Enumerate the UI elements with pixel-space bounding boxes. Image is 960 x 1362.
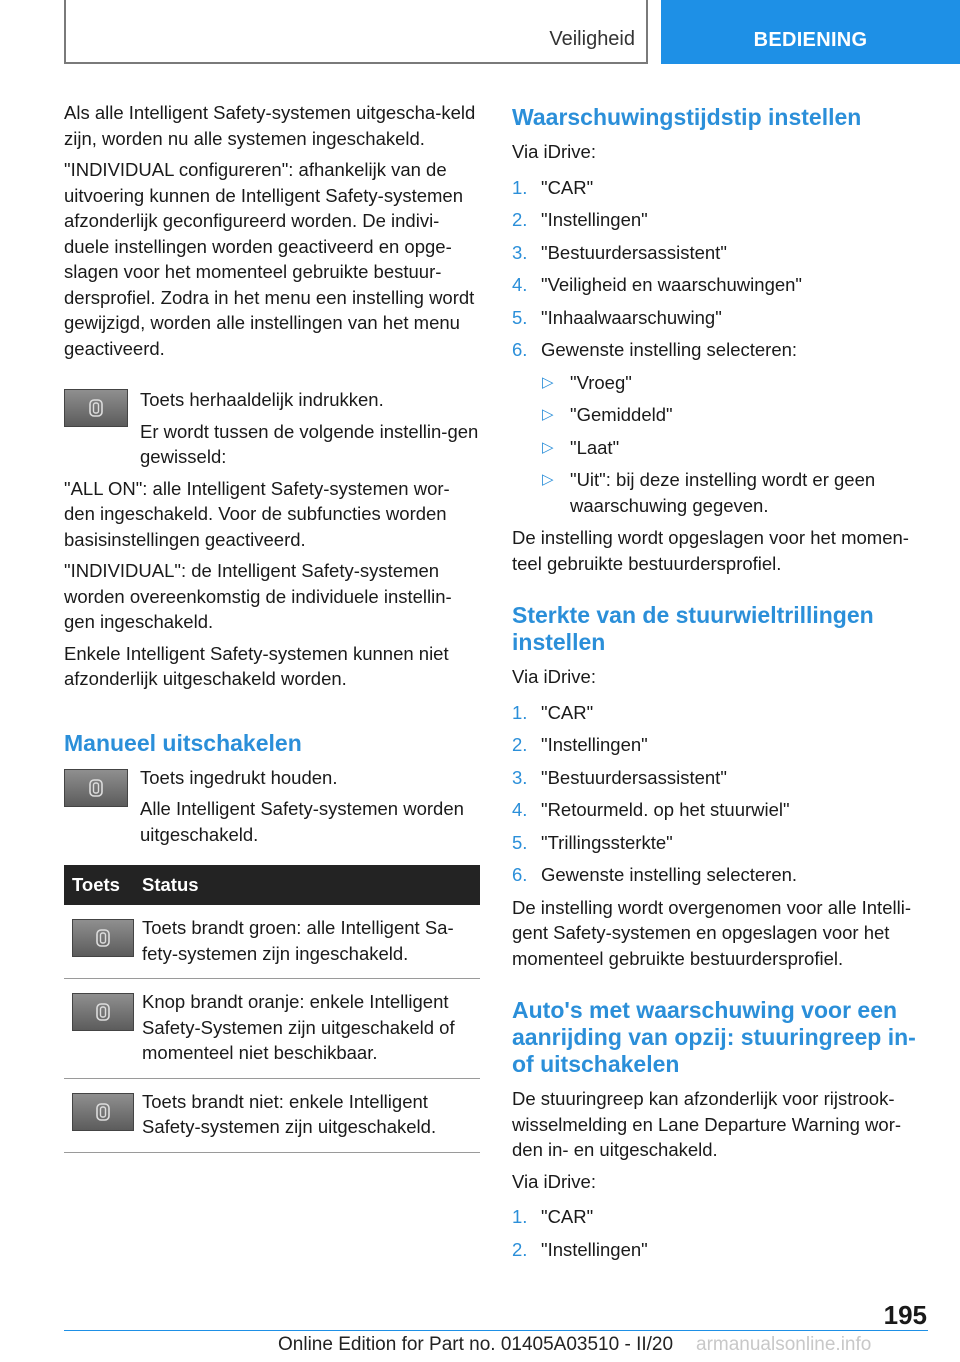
safety-button-icon — [64, 769, 128, 807]
section-heading: Manueel uitschakelen — [64, 729, 302, 756]
table-row — [64, 1078, 480, 1152]
status-text: Toets brandt groen: alle Intelligent Sa-fety-systemen zijn ingeschakeld. — [134, 905, 480, 979]
status-text: Toets brandt niet: enkele Intelligent Safety-systemen zijn uitgeschakeld. — [134, 1078, 480, 1152]
paragraph: De instelling wordt opgeslagen voor het momen-teel gebruikte bestuurdersprofiel. — [512, 527, 909, 574]
list-item: 6. Gewenste instelling selecteren. — [512, 864, 798, 885]
list-item: 1. "CAR" — [512, 1206, 594, 1227]
triangle-bullet-icon: ▷ — [542, 373, 554, 391]
button-instruction — [64, 765, 480, 848]
list-item: 4. "Retourmeld. op het stuurwiel" — [512, 799, 790, 820]
list-item: 1. "CAR" — [512, 176, 594, 198]
left-column — [64, 100, 480, 1153]
instruction-text: Alle Intelligent Safety-systemen worden uitgeschakeld. — [140, 798, 464, 845]
section-heading: Waarschuwingstijdstip instellen — [512, 104, 862, 130]
paragraph: "ALL ON": alle Intelligent Safety-systemen wor-den ingeschakeld. Voor de subfuncties worden basisinstellingen geactiveerd. — [64, 477, 450, 550]
column-header: Status — [134, 865, 480, 905]
safety-button-icon — [72, 1093, 134, 1131]
watermark: armanualsonline.info — [696, 1334, 872, 1355]
list-item: 1. "CAR" — [512, 701, 594, 723]
instruction-text: Er wordt tussen de volgende instellin-gen gewisseld: — [140, 420, 479, 467]
triangle-bullet-icon: ▷ — [542, 471, 554, 488]
list-item: ▷ "Uit": bij deze instelling wordt er geen waarschuwing gegeven. — [542, 469, 876, 516]
list-item: ▷ "Vroeg" — [512, 370, 928, 396]
list-item: 5. "Trillingssterkte" — [512, 831, 673, 853]
list-item: 3. "Bestuurdersassistent" — [512, 241, 727, 263]
column-header: Toets — [64, 865, 134, 905]
via-label: Via iDrive: — [512, 1170, 596, 1192]
footer-divider — [64, 1330, 928, 1331]
list-item: 2. "Instellingen" — [512, 734, 648, 755]
via-label: Via iDrive: — [512, 666, 596, 687]
table-row — [64, 979, 480, 1079]
section-heading: Sterkte van de stuurwieltrillingen instellen — [512, 602, 874, 655]
list-item: 4. "Veiligheid en waarschuwingen" — [512, 274, 802, 295]
via-label: Via iDrive: — [512, 141, 596, 162]
steps-list — [512, 1204, 928, 1262]
list-item: 2. "Instellingen" — [512, 209, 648, 230]
list-item: 6. Gewenste instelling selecteren: — [512, 339, 798, 360]
edition-text: Online Edition for Part no. 01405A03510 - II/20 — [278, 1334, 674, 1355]
steps-list — [512, 700, 928, 888]
paragraph: "INDIVIDUAL configureren": afhankelijk van de uitvoering kunnen de Intelligent Safety-systemen afzonderlijk geconfigureerd worden. De indivi-duele instellingen worden geactiveerd en opge-slagen voor het momenteel gebruikte bestuur-dersprofiel. Zodra in het menu een instelling wordt gewijzigd, worden alle instellingen van het menu geactiveerd. — [64, 159, 475, 359]
list-item: ▷ "Laat" — [512, 435, 928, 461]
list-item: 3. "Bestuurdersassistent" — [512, 766, 727, 788]
page-number: 195 — [883, 1300, 927, 1330]
chapter-tab[interactable]: BEDIENING — [661, 0, 960, 64]
list-item: 5. "Inhaalwaarschuwing" — [512, 306, 722, 328]
paragraph: Enkele Intelligent Safety-systemen kunnen niet afzonderlijk uitgeschakeld worden. — [64, 642, 449, 689]
instruction-text: Toets herhaaldelijk indrukken. — [140, 389, 384, 410]
paragraph: "INDIVIDUAL": de Intelligent Safety-systemen worden overeenkomstig de individuele instellin-gen ingeschakeld. — [64, 560, 452, 632]
paragraph: De stuuringreep kan afzonderlijk voor rijstrook-wisselmelding en Lane Departure Warning wor-den in- en uitgeschakeld. — [512, 1088, 902, 1160]
triangle-bullet-icon: ▷ — [542, 438, 554, 456]
paragraph: Als alle Intelligent Safety-systemen uitgescha-keld zijn, worden nu alle systemen ingeschakeld. — [64, 102, 476, 149]
instruction-text: Toets ingedrukt houden. — [140, 766, 338, 788]
button-instruction — [64, 387, 480, 470]
steps-list — [512, 175, 928, 363]
right-column — [512, 100, 928, 1269]
list-item: ▷ "Gemiddeld" — [512, 402, 928, 428]
safety-button-icon — [64, 389, 128, 427]
paragraph: De instelling wordt overgenomen voor alle Intelli-gent Safety-systemen en opgeslagen voor het momenteel gebruikte bestuurdersprofiel. — [512, 896, 911, 969]
triangle-bullet-icon: ▷ — [542, 406, 554, 423]
status-text: Knop brandt oranje: enkele Intelligent Safety-Systemen zijn uitgeschakeld of momenteel niet beschikbaar. — [134, 979, 480, 1079]
section-heading: Auto's met waarschuwing voor een aanrijding van opzij: stuuringreep in- of uitschakelen — [512, 997, 916, 1077]
list-item: 2. "Instellingen" — [512, 1238, 648, 1260]
table-row — [64, 905, 480, 979]
safety-button-icon — [72, 993, 134, 1031]
status-table — [64, 865, 480, 1153]
option-list — [512, 370, 928, 519]
section-title: Veiligheid — [549, 28, 635, 50]
safety-button-icon — [72, 919, 134, 957]
